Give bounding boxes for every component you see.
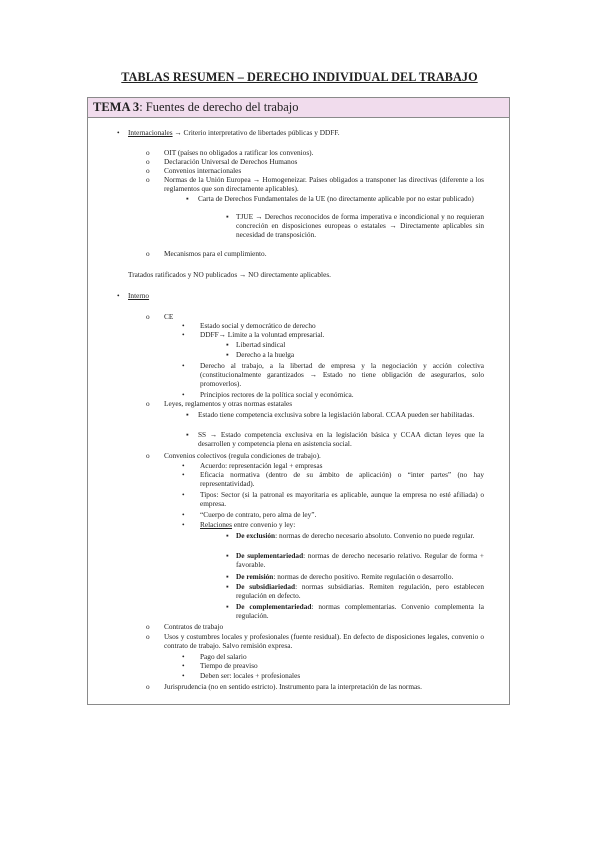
bullet-icon: • <box>182 520 185 529</box>
ddff-item <box>200 330 324 339</box>
arrow-icon: → <box>309 370 318 380</box>
suplementariedad-label: De suplementariedad <box>236 551 304 560</box>
derecho-trabajo-rest: Estado no tiene obligación de asegurarlos, solo promoverlos). <box>200 370 485 389</box>
bullet-icon: • <box>182 671 185 680</box>
tratados-line <box>128 270 331 279</box>
arrow-icon: → <box>209 430 218 439</box>
square-bullet-icon: ▪ <box>186 194 189 203</box>
remision-label: De remisión <box>236 572 274 581</box>
tjue-label: TJUE <box>236 212 254 221</box>
carta-item: Carta de Derechos Fundamentales de la UE (no directamente aplicable por no estar publicado) <box>198 194 474 203</box>
tema-number: TEMA 3 <box>93 100 140 114</box>
tema-topic: : Fuentes de derecho del trabajo <box>139 100 299 114</box>
tjue-item <box>236 212 484 239</box>
internacionales-line <box>128 128 340 137</box>
bullet-icon: • <box>182 652 185 661</box>
bullet-icon: • <box>182 461 185 470</box>
tipos-item: Tipos: Sector (si la patronal es mayoritaria es aplicable, aunque la empresa no esté afiliada) o empresa. <box>200 490 484 509</box>
square-bullet-icon: ▪ <box>186 430 189 439</box>
bullet-icon: • <box>182 390 185 399</box>
ddff-text: Límite a la voluntad empresarial. <box>227 330 325 339</box>
estado-competencia-item: Estado tiene competencia exclusiva sobre la legislación laboral. CCAA pueden ser habilitadas. <box>198 410 475 419</box>
arrow-icon: → <box>218 330 226 339</box>
declaracion-item: Declaración Universal de Derechos Humanos <box>164 157 298 166</box>
normas-ue-text: Homogeneizar. Países obligados a transponer las directivas (diferente a los reglamentos que son directamente aplicables). <box>164 175 484 194</box>
circle-bullet-icon: o <box>146 312 150 321</box>
suplementariedad-text: : normas de derecho necesario relativo. Regular de forma + favorable. <box>236 551 484 570</box>
square-bullet-icon: ▪ <box>226 531 229 540</box>
estado-social-item: Estado social y democrático de derecho <box>200 321 316 330</box>
cuerpo-item: “Cuerpo de contrato, pero alma de ley”. <box>200 510 317 519</box>
principios-item: Principios rectores de la política social y económica. <box>200 390 354 399</box>
square-bullet-icon: ▪ <box>226 572 229 581</box>
arrow-icon: → <box>252 175 261 184</box>
circle-bullet-icon: o <box>146 622 150 631</box>
subsidiariedad-text: : normas subsidiarias. Remiten regulación, pero establecen regulación en defecto. <box>236 582 484 601</box>
circle-bullet-icon: o <box>146 632 150 641</box>
convenios-int-item: Convenios internacionales <box>164 166 242 175</box>
remision-item <box>236 572 453 581</box>
square-bullet-icon: ▪ <box>226 551 229 560</box>
bullet-icon: • <box>182 470 185 479</box>
relaciones-text: entre convenio y ley: <box>232 520 296 529</box>
square-bullet-icon: ▪ <box>226 350 229 359</box>
contratos-item: Contratos de trabajo <box>164 622 224 631</box>
derecho-trabajo-item <box>200 361 484 388</box>
suplementariedad-item <box>236 551 484 569</box>
circle-bullet-icon: o <box>146 249 150 258</box>
table-header <box>88 98 509 118</box>
relaciones-label: Relaciones <box>200 520 233 529</box>
ce-item: CE <box>164 312 174 321</box>
acuerdo-item: Acuerdo: representación legal + empresas <box>200 461 323 470</box>
remision-text: : normas de derecho positivo. Remite regulación o desarrollo. <box>273 572 454 581</box>
circle-bullet-icon: o <box>146 399 150 408</box>
arrow-icon: → <box>174 128 182 137</box>
normas-ue-item <box>164 175 484 193</box>
exclusion-label: De exclusión <box>236 531 276 540</box>
bullet-icon: • <box>117 128 120 137</box>
huelga-item: Derecho a la huelga <box>236 350 295 359</box>
preaviso-item: Tiempo de preaviso <box>200 661 258 670</box>
subsidiariedad-label: De subsidiariedad <box>236 582 296 591</box>
bullet-icon: • <box>182 321 185 330</box>
libertad-sindical-item: Libertad sindical <box>236 340 286 349</box>
normas-ue-label: Normas de la Unión Europea <box>164 175 251 184</box>
circle-bullet-icon: o <box>146 157 150 166</box>
circle-bullet-icon: o <box>146 148 150 157</box>
eficacia-item: Eficacia normativa (dentro de su ámbito de aplicación) o “inter partes” (no hay representatividad). <box>200 470 484 489</box>
usos-item: Usos y costumbres locales y profesionales (fuente residual). En defecto de disposiciones legales, convenio o contrato de trabajo. Salvo remisión expresa. <box>164 632 484 651</box>
ss-item <box>198 430 484 448</box>
bullet-icon: • <box>182 361 185 370</box>
page-title: TABLAS RESUMEN – DERECHO INDIVIDUAL DEL TRABAJO <box>121 70 478 84</box>
ddff-label: DDFF <box>200 330 219 339</box>
subsidiariedad-item <box>236 582 484 600</box>
deben-item: Deben ser: locales + profesionales <box>200 671 301 680</box>
square-bullet-icon: ▪ <box>226 582 229 591</box>
internacionales-text: Criterio interpretativo de libertades públicas y DDFF. <box>183 128 340 137</box>
bullet-icon: • <box>117 291 120 300</box>
exclusion-text: : normas de derecho necesario absoluto. Convenio no puede regular. <box>275 531 475 540</box>
bullet-icon: • <box>182 330 185 339</box>
circle-bullet-icon: o <box>146 175 150 184</box>
convenios-colectivos-item: Convenios colectivos (regula condiciones de trabajo). <box>164 451 321 460</box>
arrow-icon: → <box>239 270 247 279</box>
complementariedad-label: De complementariedad <box>236 602 312 611</box>
circle-bullet-icon: o <box>146 451 150 460</box>
arrow-icon: → <box>389 221 397 231</box>
interno-label: Interno <box>128 291 150 300</box>
ss-text: Estado competencia exclusiva en la legislación básica y CCAA dictan leyes que la desarrollen y competencia plena en asistencia social. <box>198 430 485 449</box>
bullet-icon: • <box>182 490 185 499</box>
tratados-label: Tratados ratificados y NO publicados <box>128 270 238 279</box>
mecanismos-item: Mecanismos para el cumplimiento. <box>164 249 267 258</box>
tratados-text: NO directamente aplicables. <box>248 270 331 279</box>
tjue-end: Directamente aplicables sin necesidad de transposición. <box>236 221 484 240</box>
oit-item: OIT (países no obligados a ratificar los convenios). <box>164 148 314 157</box>
internacionales-label: Internacionales <box>128 128 173 137</box>
jurisprudencia-item: Jurisprudencia (no en sentido estricto). Instrumento para la interpretación de las normas. <box>164 682 422 691</box>
relaciones-item <box>200 520 295 529</box>
derecho-trabajo-text: Derecho al trabajo, a la libertad de empresa y la negociación y acción colectiva (constitucionalmente garantizados <box>200 361 484 380</box>
bullet-icon: • <box>182 661 185 670</box>
circle-bullet-icon: o <box>146 682 150 691</box>
tjue-text: Derechos reconocidos de forma imperativa e incondicional y no requieran concreción en disposiciones europeas o estatales <box>236 212 485 231</box>
leyes-item: Leyes, reglamentos y otras normas estatales <box>164 399 293 408</box>
square-bullet-icon: ▪ <box>186 410 189 419</box>
square-bullet-icon: ▪ <box>226 212 229 221</box>
complementariedad-text: : normas complementarias. Convenio complementa la regulación. <box>236 602 484 621</box>
arrow-icon: → <box>255 212 263 221</box>
circle-bullet-icon: o <box>146 166 150 175</box>
ss-label: SS <box>198 430 207 439</box>
square-bullet-icon: ▪ <box>226 340 229 349</box>
exclusion-item <box>236 531 484 540</box>
complementariedad-item <box>236 602 484 620</box>
pago-salario-item: Pago del salario <box>200 652 247 661</box>
bullet-icon: • <box>182 510 185 519</box>
square-bullet-icon: ▪ <box>226 602 229 611</box>
